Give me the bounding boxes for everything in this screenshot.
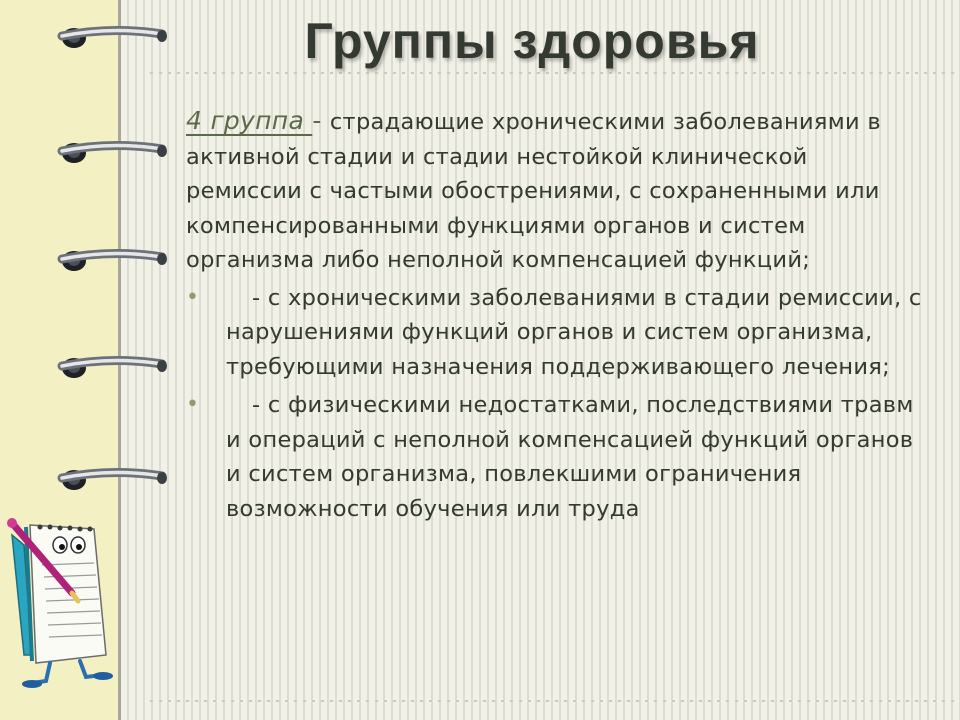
spiral-ring-icon	[56, 354, 168, 382]
lead-dash: -	[312, 106, 330, 135]
lead-text: страдающие хроническими заболеваниями в активной стадии и стадии нестойкой клинической ремиссии с частыми обострениями, с сохраненными или компенсированными функциями органов и систем организма либо неполной компенсацией функций;	[186, 109, 881, 273]
page-rule	[150, 700, 960, 702]
list-item	[186, 388, 926, 526]
list-item-text: - с физическими недостатками, последствиями травм и операций с неполной компенсацией функций органов и систем организма, повлекшими ограничения возможности обучения или труда	[226, 392, 914, 522]
group-heading: 4 группа	[186, 106, 313, 135]
lead-paragraph	[186, 104, 926, 278]
spiral-ring-icon	[56, 466, 168, 494]
page-rule	[150, 72, 960, 74]
notebook-character-icon	[2, 505, 124, 690]
spiral-ring-icon	[56, 139, 168, 167]
list-item-text: - с хроническими заболеваниями в стадии ремиссии, с нарушениями функций органов и систем организма, требующими назначения поддерживающего лечения;	[226, 284, 922, 380]
spiral-ring-icon	[56, 247, 168, 275]
list-item	[186, 281, 926, 385]
bullet-icon: •	[186, 392, 200, 417]
page-title: Группы здоровья	[304, 13, 760, 69]
content-body	[186, 104, 926, 526]
bullet-icon: •	[186, 284, 200, 310]
